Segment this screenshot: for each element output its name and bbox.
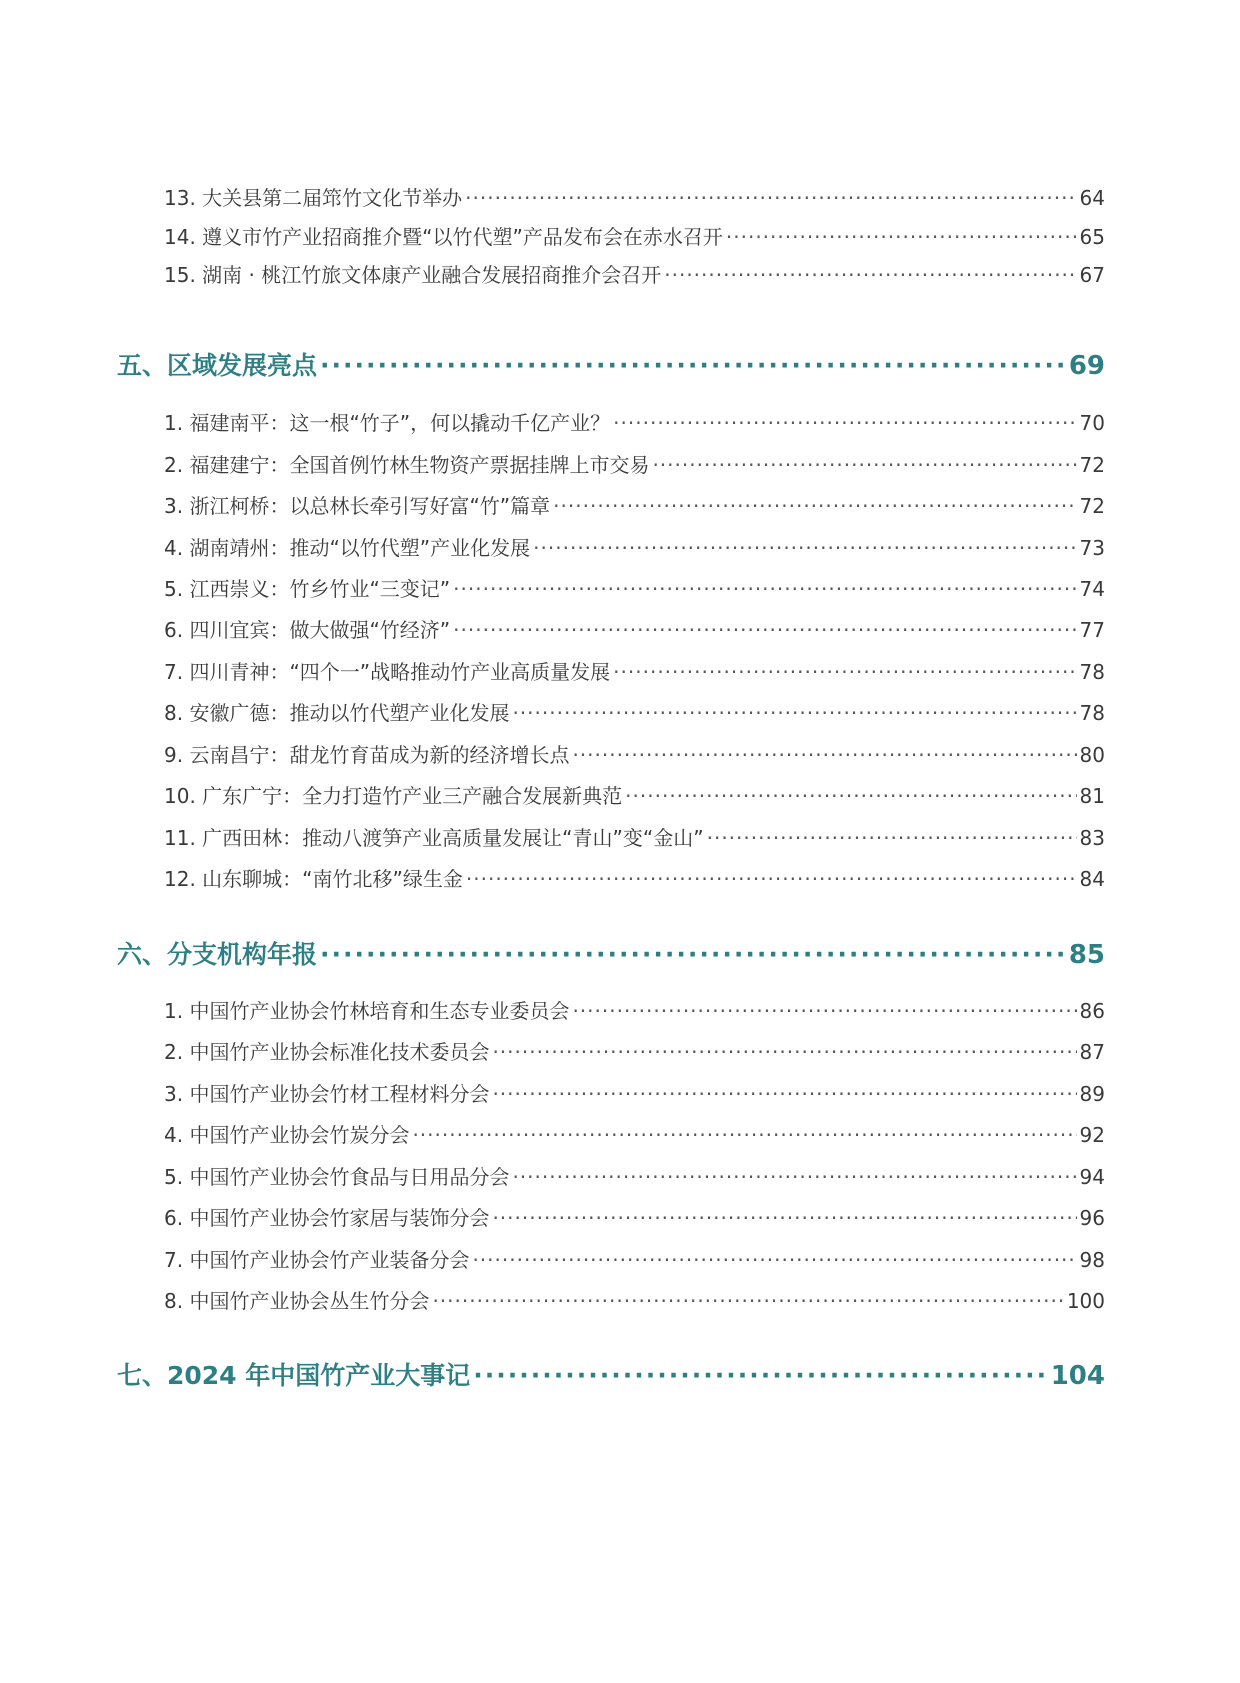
leader-dots xyxy=(652,453,1076,477)
toc-entry-page: 78 xyxy=(1079,701,1105,725)
toc-entry-page: 65 xyxy=(1079,225,1105,249)
toc-entry-page: 80 xyxy=(1079,743,1105,767)
toc-entry[interactable] xyxy=(117,697,1105,726)
toc-entry-page: 72 xyxy=(1079,494,1105,518)
toc-entry-page: 64 xyxy=(1079,186,1105,210)
leader-dots xyxy=(412,1123,1076,1147)
toc-entry-label: 6. 四川宜宾：做大做强“竹经济” xyxy=(164,618,451,642)
toc-entry-page: 87 xyxy=(1079,1040,1105,1064)
toc-entry[interactable] xyxy=(117,259,1105,288)
section-page: 85 xyxy=(1068,940,1105,970)
toc-entry[interactable] xyxy=(117,614,1105,643)
toc-entry[interactable] xyxy=(117,656,1105,685)
toc-entry-page: 83 xyxy=(1079,826,1105,850)
toc-entry[interactable] xyxy=(117,182,1105,211)
toc-entry-label: 11. 广西田林：推动八渡笋产业高质量发展让“青山”变“金山” xyxy=(164,826,704,850)
toc-entry[interactable] xyxy=(117,1161,1105,1190)
leader-dots xyxy=(473,1361,1047,1390)
leader-dots xyxy=(320,351,1066,380)
toc-entry[interactable] xyxy=(117,449,1105,478)
toc-entry-page: 78 xyxy=(1079,660,1105,684)
toc-entry[interactable] xyxy=(117,532,1105,561)
toc-entry-page: 92 xyxy=(1079,1123,1105,1147)
toc-entry[interactable] xyxy=(117,1202,1105,1231)
toc-entry[interactable] xyxy=(117,221,1105,250)
toc-entry-label: 12. 山东聊城：“南竹北移”绿生金 xyxy=(164,867,463,891)
leader-dots xyxy=(512,1165,1076,1189)
toc-entry-label: 4. 湖南靖州：推动“以竹代塑”产业化发展 xyxy=(164,536,531,560)
toc-section-heading[interactable] xyxy=(117,346,1105,382)
toc-entry[interactable] xyxy=(117,863,1105,892)
toc-entry[interactable] xyxy=(117,1285,1105,1314)
toc-entry-label: 1. 中国竹产业协会竹林培育和生态专业委员会 xyxy=(164,999,570,1023)
toc-entry-page: 72 xyxy=(1079,453,1105,477)
leader-dots xyxy=(664,263,1076,287)
toc-entry[interactable] xyxy=(117,822,1105,851)
toc-entry-page: 73 xyxy=(1079,536,1105,560)
toc-entry-label: 8. 中国竹产业协会丛生竹分会 xyxy=(164,1289,430,1313)
toc-entry-label: 5. 中国竹产业协会竹食品与日用品分会 xyxy=(164,1165,510,1189)
toc-entry[interactable] xyxy=(117,739,1105,768)
toc-entry-label: 1. 福建南平：这一根“竹子”，何以撬动千亿产业？ xyxy=(164,411,611,435)
toc-entry-label: 7. 中国竹产业协会竹产业装备分会 xyxy=(164,1248,470,1272)
leader-dots xyxy=(472,1248,1076,1272)
leader-dots xyxy=(533,536,1076,560)
toc-entry-page: 70 xyxy=(1079,411,1105,435)
leader-dots xyxy=(492,1040,1076,1064)
leader-dots xyxy=(726,225,1077,249)
toc-entry[interactable] xyxy=(117,1078,1105,1107)
toc-section-heading[interactable] xyxy=(117,1356,1105,1392)
section-title: 五、区域发展亮点 xyxy=(117,351,318,380)
toc-entry-label: 15. 湖南 · 桃江竹旅文体康产业融合发展招商推介会召开 xyxy=(164,263,662,287)
toc-entry[interactable] xyxy=(117,490,1105,519)
leader-dots xyxy=(453,618,1076,642)
leader-dots xyxy=(432,1289,1063,1313)
toc-entry-label: 13. 大关县第二届筇竹文化节举办 xyxy=(164,186,463,210)
toc-entry-page: 96 xyxy=(1079,1206,1105,1230)
toc-entry[interactable] xyxy=(117,407,1105,436)
toc-entry-label: 5. 江西崇义：竹乡竹业“三变记” xyxy=(164,577,451,601)
toc-entry-label: 14. 遵义市竹产业招商推介暨“以竹代塑”产品发布会在赤水召开 xyxy=(164,225,723,249)
section-page: 69 xyxy=(1068,351,1105,381)
toc-entry[interactable] xyxy=(117,1036,1105,1065)
leader-dots xyxy=(625,784,1076,808)
leader-dots xyxy=(572,999,1076,1023)
leader-dots xyxy=(613,411,1076,435)
leader-dots xyxy=(492,1206,1076,1230)
toc-entry-page: 94 xyxy=(1079,1165,1105,1189)
toc-entry-page: 89 xyxy=(1079,1082,1105,1106)
leader-dots xyxy=(453,577,1076,601)
toc-entry-label: 9. 云南昌宁：甜龙竹育苗成为新的经济增长点 xyxy=(164,743,570,767)
toc-entry-page: 77 xyxy=(1079,618,1105,642)
leader-dots xyxy=(466,867,1077,891)
toc-entry-label: 10. 广东广宁：全力打造竹产业三产融合发展新典范 xyxy=(164,784,623,808)
toc-entry-label: 2. 中国竹产业协会标准化技术委员会 xyxy=(164,1040,490,1064)
toc-entry-label: 2. 福建建宁：全国首例竹林生物资产票据挂牌上市交易 xyxy=(164,453,650,477)
leader-dots xyxy=(572,743,1076,767)
toc-entry-page: 100 xyxy=(1066,1289,1105,1313)
toc-entry[interactable] xyxy=(117,780,1105,809)
toc-entry-page: 84 xyxy=(1079,867,1105,891)
leader-dots xyxy=(492,1082,1076,1106)
toc-entry-page: 81 xyxy=(1079,784,1105,808)
toc-entry-label: 8. 安徽广德：推动以竹代塑产业化发展 xyxy=(164,701,510,725)
toc-entry[interactable] xyxy=(117,573,1105,602)
toc-entry[interactable] xyxy=(117,1244,1105,1273)
section-title: 七、2024 年中国竹产业大事记 xyxy=(117,1361,471,1390)
toc-entry-page: 86 xyxy=(1079,999,1105,1023)
toc-entry-label: 3. 浙江柯桥：以总林长牵引写好富“竹”篇章 xyxy=(164,494,551,518)
toc-entry-page: 74 xyxy=(1079,577,1105,601)
toc-entry-label: 6. 中国竹产业协会竹家居与装饰分会 xyxy=(164,1206,490,1230)
toc-entry-label: 3. 中国竹产业协会竹材工程材料分会 xyxy=(164,1082,490,1106)
section-title: 六、分支机构年报 xyxy=(117,940,318,969)
toc-entry-page: 67 xyxy=(1079,263,1105,287)
toc-entry[interactable] xyxy=(117,1119,1105,1148)
section-page: 104 xyxy=(1050,1361,1105,1391)
leader-dots xyxy=(465,186,1076,210)
toc-entry[interactable] xyxy=(117,995,1105,1024)
toc-entry-label: 4. 中国竹产业协会竹炭分会 xyxy=(164,1123,410,1147)
toc-section-heading[interactable] xyxy=(117,935,1105,971)
leader-dots xyxy=(320,940,1066,969)
leader-dots xyxy=(512,701,1076,725)
leader-dots xyxy=(613,660,1076,684)
toc-entry-label: 7. 四川青神：“四个一”战略推动竹产业高质量发展 xyxy=(164,660,611,684)
leader-dots xyxy=(707,826,1077,850)
toc-entry-page: 98 xyxy=(1079,1248,1105,1272)
leader-dots xyxy=(553,494,1076,518)
